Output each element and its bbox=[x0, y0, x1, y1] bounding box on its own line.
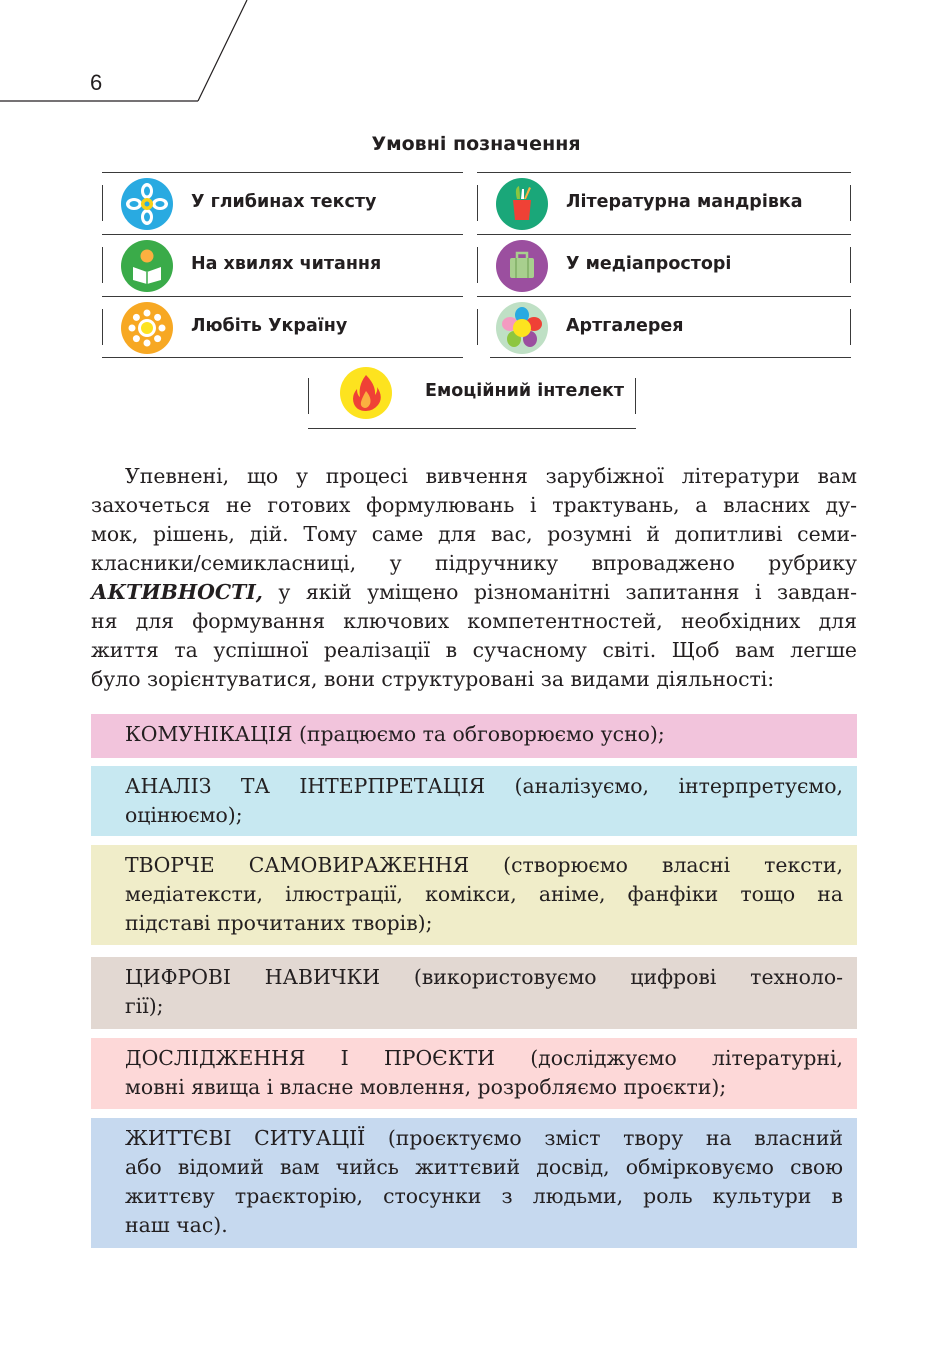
intro-line: було зорієнтуватися, вони структуровані за видами діяльності: bbox=[91, 667, 775, 691]
page-number: 6 bbox=[90, 70, 103, 95]
activity-digital-skills: ЦИФРОВІ НАВИЧКИ (використовуємо цифрові техноло- гії); bbox=[91, 957, 857, 1029]
legend-label: Емоційний інтелект bbox=[425, 381, 625, 401]
legend-label: Любіть Україну bbox=[191, 316, 348, 336]
intro-line: захочеться не готових формулювань і трактувань, а власних ду- bbox=[91, 493, 857, 517]
legend-label: Артгалерея bbox=[566, 316, 684, 336]
activity-communication: КОМУНІКАЦІЯ (працюємо та обговорюємо усно); bbox=[91, 714, 857, 758]
legend-item-reading-waves bbox=[102, 234, 463, 295]
activity-creative: ТВОРЧЕ САМОВИРАЖЕННЯ (створюємо власні тексти, медіатексти, ілюстрації, комікси, аніме, фанфіки тощо на підставі прочитаних творів); bbox=[91, 845, 857, 945]
flower-ornament-icon bbox=[121, 178, 173, 230]
intro-line-rubric: АКТИВНОСТІ, у якій уміщено різноманітні запитання і завдан- bbox=[91, 580, 857, 604]
activity-research-projects: ДОСЛІДЖЕННЯ І ПРОЄКТИ (досліджуємо літературні, мовні явища і власне мовлення, розробляємо проєкти); bbox=[91, 1038, 857, 1109]
legend-item-media-space bbox=[477, 234, 851, 295]
pen-cup-icon bbox=[496, 178, 548, 230]
legend-label: У глибинах тексту bbox=[191, 192, 377, 212]
legend-label: У медіапросторі bbox=[566, 254, 732, 274]
legend-item-literary-journey bbox=[477, 172, 851, 233]
activity-life-situations: ЖИТТЄВІ СИТУАЦІЇ (проєктуємо зміст твору на власний або відомий вам чийсь життєвий досвід, обмірковуємо свою життєву траєкторію, стосунки з людьми, роль культури в наш час). bbox=[91, 1118, 857, 1248]
reader-book-icon bbox=[121, 240, 173, 292]
intro-line: мок, рішень, дій. Тому саме для вас, розумні й допитливі семи- bbox=[91, 522, 857, 546]
activity-analysis: АНАЛІЗ ТА ІНТЕРПРЕТАЦІЯ (аналізуємо, інтерпретуємо, оцінюємо); bbox=[91, 766, 857, 836]
intro-line: ня для формування ключових компетентностей, необхідних для bbox=[91, 609, 857, 633]
legend-title: Умовні позначення bbox=[371, 133, 581, 155]
legend-item-emotional-intelligence bbox=[308, 366, 636, 426]
art-flower-icon bbox=[496, 302, 548, 354]
intro-paragraph bbox=[91, 462, 857, 694]
legend-item-art-gallery bbox=[477, 296, 851, 357]
legend-label: Літературна мандрівка bbox=[566, 192, 803, 212]
rubric-name: АКТИВНОСТІ, bbox=[91, 580, 263, 604]
legend-item-text-depth bbox=[102, 172, 463, 233]
intro-line: Упевнені, що у процесі вивчення зарубіжної літератури вам bbox=[125, 464, 857, 488]
intro-line: життя та успішної реалізації в сучасному світі. Щоб вам легше bbox=[91, 638, 857, 662]
sun-icon bbox=[121, 302, 173, 354]
legend-item-love-ukraine bbox=[102, 296, 463, 357]
suitcase-icon bbox=[496, 240, 548, 292]
intro-line: класники/семикласниці, у підручнику впроваджено рубрику bbox=[91, 551, 857, 575]
page-corner-decoration bbox=[0, 0, 260, 110]
legend-label: На хвилях читання bbox=[191, 254, 382, 274]
fire-icon bbox=[340, 367, 392, 419]
